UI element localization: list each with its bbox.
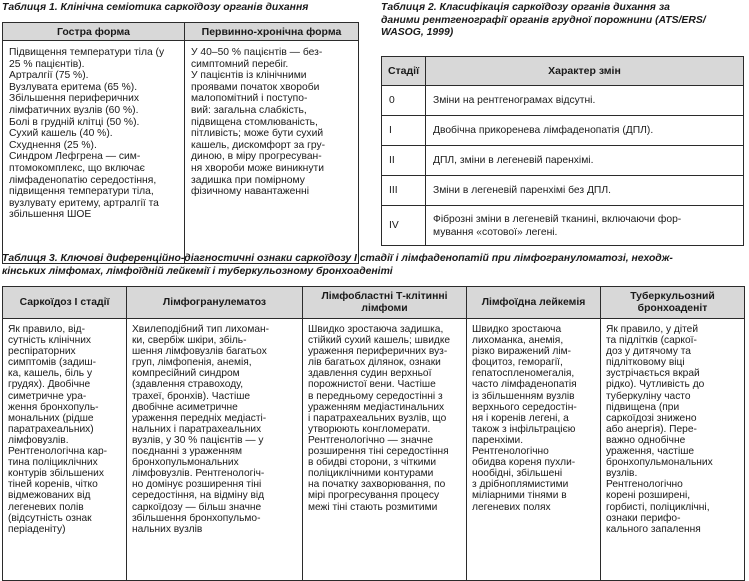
table2-changes-line: Зміни в легеневій паренхімі без ДПЛ.: [433, 185, 611, 196]
table3-cell-line: здавлення судин верхньої: [308, 368, 432, 380]
table3-header-line: Саркоїдоз I стадії: [19, 296, 110, 308]
table3-cell-line: підвищена (при: [606, 401, 680, 413]
table3-header-line: Лімфобластні Т-клітинні: [321, 291, 448, 302]
table3-cell-line: Рентгенологічно: [606, 479, 683, 491]
table3-cell-line: важно однобічне: [606, 434, 686, 446]
table3-cell-line: розширення тіні середостіння: [308, 446, 449, 458]
table1-acute-cell-line: підвищення температури тіла,: [9, 186, 154, 198]
table3-cell-line: легеневих полів: [8, 501, 84, 513]
table2-caption-line: WASOG, 1999): [381, 27, 454, 38]
table3-cell-line: в обидві сторони, з чіткими: [308, 457, 437, 469]
table3-cell-line: періаденіту): [8, 523, 66, 535]
table3-cell-line: підлітковому віці: [606, 357, 685, 369]
table3-header-lymphoma: [303, 287, 467, 319]
table1-chronic-cell-line: задишка при помірному: [191, 174, 305, 186]
table1-chronic-cell: [185, 41, 359, 264]
table2-caption-line: даними рентгенографії органів грудної порожнини (ATS/ERS/: [381, 14, 706, 26]
table3-cell-line: (відсутність ознак: [8, 512, 92, 524]
table2-row: [382, 146, 744, 176]
table3-cell-line: кального запалення: [606, 523, 701, 535]
table2-changes-line: Двобічна прикоренева лімфаденопатія (ДПЛ).: [433, 125, 654, 136]
table3-cell-line: Як правило, від-: [8, 324, 85, 335]
table3-cell-line: гепатоспленомегалія,: [472, 368, 575, 380]
table3-cell-line: середостіння, на відміну від: [132, 490, 265, 502]
table3-cell-line: симптомів (задиш-: [8, 357, 96, 369]
table1-acute-cell-line: Збільшення периферичних: [9, 93, 139, 105]
table3-header-lymphogranulomatosis: [127, 287, 303, 319]
table3-cell-line: нальних вузлів: [132, 523, 203, 535]
table3-cell-line: відмежованих від: [8, 490, 91, 502]
table3-cell-line: ураження передніх медіасті-: [132, 412, 267, 424]
table3-cell-line: паратрахеальних): [8, 423, 94, 435]
table3-cell-line: міліарними тінями в: [472, 490, 567, 502]
table3-cell-line: на початку захворювання, по: [308, 479, 446, 491]
table3-cell-line: мональних (рідше: [8, 412, 94, 424]
table1-header-acute: Гостра форма: [3, 23, 185, 41]
table3-cell-line: Швидко зростаюча: [472, 324, 562, 335]
table1-acute-cell-line: Вузлувата еритема (65 %).: [9, 81, 138, 93]
table3-header-line: Лімфогранулематоз: [162, 296, 267, 308]
table3-cell-line: або анергія). Пере-: [606, 423, 697, 435]
table2-row: [382, 176, 744, 206]
table1-acute-cell-line: 25 % пацієнтів).: [9, 58, 85, 70]
table3-cell-line: лів багатьох ділянок, ознаки: [308, 357, 441, 369]
table3-cell-line: груп, лімфопенія, анемія,: [132, 357, 252, 369]
table3-cell-line: горбисті, поліциклічні,: [606, 501, 710, 513]
table3-caption-line: кінських лімфомах, лімфоїдній лейкемії і туберкульозному бронхоаденіті: [2, 265, 393, 277]
table3-cell-line: тина поліциклічних: [8, 457, 98, 469]
table2-row: [382, 206, 744, 246]
table3-cell-line: нальних і паратрахеальних: [132, 423, 262, 435]
table1-acute-cell-line: Артралгії (75 %).: [9, 70, 89, 82]
table3-cell-line: також з інфільтрацією: [472, 423, 576, 435]
table3-cell-line: ознаки перифо-: [606, 512, 681, 524]
table2-caption-line: Таблиця 2. Класифікація саркоїдозу органів дихання за: [381, 2, 670, 13]
table2-stage-cell: I: [382, 116, 426, 146]
table3-cell-line: симетричне ура-: [8, 390, 87, 402]
table3-cell-line: з дрібноплямистими: [472, 479, 569, 491]
table3-cell-line: межі тіні стають розмитими: [308, 501, 438, 513]
table3-cell-line: двобічне асиметричне: [132, 401, 238, 413]
table3-cell-line: (здавлення стравоходу,: [132, 379, 244, 391]
table3-cell-line: паренхіми.: [472, 434, 524, 446]
table3-cell-line: зустрічається вкрай: [606, 368, 700, 380]
table1-chronic-cell-line: підвищена стомлюваність,: [191, 116, 318, 128]
table3-cell-line: шення лімфовузлів багатьох: [132, 346, 267, 358]
table2-changes-line: Фіброзні зміни в легеневій тканині, включаючи фор-: [433, 213, 682, 225]
table3-header-sarcoidosis: [3, 287, 127, 319]
table2-stage-cell: IV: [382, 206, 426, 246]
table1-acute-cell: [3, 41, 185, 264]
table3-cell-line: Рентгенологічно: [472, 446, 549, 458]
table2-header-changes: Характер змін: [426, 57, 744, 86]
table3-cell-line: саркоїдозу — більш значне: [132, 501, 262, 513]
table1-chronic-cell-line: У 40–50 % пацієнтів — без-: [191, 47, 323, 58]
table3-cell-line: обидва кореня пухли-: [472, 457, 576, 469]
table3-cell-line: утворюють конгломерати.: [308, 423, 431, 435]
table2-changes-line: ДПЛ, зміни в легеневій паренхімі.: [433, 155, 594, 166]
table3-header-line: Лімфоїдна лейкемія: [481, 296, 586, 308]
table3-cell-line: респіраторних: [8, 346, 76, 358]
table1-acute-cell-line: збільшення ШОЕ: [9, 209, 92, 221]
table1-chronic-cell-line: пітливість; може бути сухий: [191, 128, 324, 140]
table3-cell-line: трахеї, бронхів). Частіше: [132, 390, 251, 402]
table1-caption: Таблиця 1. Клінічна семіотика саркоїдозу органів дихання: [2, 2, 309, 13]
table2-changes-cell: [426, 146, 744, 176]
table3-cell-line: мірі прогресування процесу: [308, 490, 440, 502]
table1: [2, 22, 359, 264]
table1-chronic-cell-line: фізичному навантаженні: [191, 186, 309, 198]
table3-cell-line: нообідні, збільшені: [472, 468, 563, 480]
table2-stage-cell: III: [382, 176, 426, 206]
table3-cell-line: Хвилеподібний тип лихоман-: [132, 324, 270, 335]
table3-cell-line: ка, кашель, біль у: [8, 368, 93, 380]
table3-caption-line: Таблиця 3. Ключові диференційно-діагностичні ознаки саркоїдозу І стадії і лімфаденопатій при лімфогрануломатозі, неходж-: [2, 253, 673, 264]
table1-chronic-cell-line: диною, в міру прогресуван-: [191, 151, 322, 163]
table1-acute-cell-line: Підвищення температури тіла (у: [9, 47, 165, 58]
table3-cell-line: поліциклічними контурами: [308, 468, 434, 480]
table2-header-stage: Стадії: [382, 57, 426, 86]
table3-cell-line: ження бронхопуль-: [8, 401, 99, 413]
table3-cell-line: туберкуліну часто: [606, 390, 691, 402]
table2-changes-cell: [426, 176, 744, 206]
table1-acute-cell-line: лімфаденопатію середостіння,: [9, 174, 157, 186]
table3-cell-line: ки, свербіж шкіри, збіль-: [132, 335, 247, 347]
table1-chronic-cell-line: малопомітний і поступо-: [191, 93, 308, 105]
table3-cell-line: бронхопульмональних: [606, 457, 713, 469]
table3-cell-line: і паратрахеальних вузлів, що: [308, 412, 447, 424]
table3-cell-line: поєднанні з ураженням: [132, 446, 243, 458]
table3-cell-tb-bronchoadenitis: [601, 319, 745, 581]
table3-cell-line: верхнього середостін-: [472, 401, 577, 413]
table2-row: [382, 116, 744, 146]
table3-cell-line: корені розширені,: [606, 490, 691, 502]
table1-acute-cell-line: Сухий кашель (40 %).: [9, 128, 113, 140]
table3-cell-lymphogranulomatosis: [127, 319, 303, 581]
table3-header-line: лімфоми: [361, 302, 408, 314]
table3-cell-line: вузлів.: [606, 468, 638, 480]
table3-cell-line: різко виражений лім-: [472, 346, 572, 358]
table3-cell-line: збільшення бронхопульмо-: [132, 512, 261, 524]
table3-header-tb-bronchoadenitis: [601, 287, 745, 319]
table1-chronic-cell-line: вий: загальна слабкість,: [191, 104, 307, 116]
table2-changes-line: Зміни на рентгенограмах відсутні.: [433, 95, 596, 106]
table2-stage-cell: II: [382, 146, 426, 176]
table3-cell-line: ураження периферичних вуз-: [308, 346, 448, 358]
table3-cell-line: часто лімфаденопатія: [472, 379, 577, 391]
table3-cell-line: Рентгенологічна кар-: [8, 446, 108, 458]
table3-cell-line: ня і коренів легені, а: [472, 412, 569, 424]
table3-header-leukemia: [467, 287, 601, 319]
table2-changes-cell: [426, 116, 744, 146]
table1-chronic-cell-line: проявами початок хвороби: [191, 81, 320, 93]
table3-cell-line: доз у дитячому та: [606, 346, 691, 358]
table1-chronic-cell-line: кашель, дискомфорт за гру-: [191, 139, 326, 151]
table3-cell-line: фоцитоз, геморагії,: [472, 357, 563, 369]
table3-cell-line: лихоманка, анемія,: [472, 335, 564, 347]
table3-cell-line: но домінує розширення тіні: [132, 479, 262, 491]
table3-cell-line: Як правило, у дітей: [606, 324, 699, 335]
table2-changes-cell: [426, 206, 744, 246]
table1-acute-cell-line: птомокомплекс, що включає: [9, 162, 145, 174]
table3-cell-line: Швидко зростаюча задишка,: [308, 324, 444, 335]
table3-cell-line: вузлів, у 30 % пацієнтів — у: [132, 434, 264, 446]
table3-cell-line: рідко). Чутливість до: [606, 379, 705, 391]
table2-changes-cell: [426, 86, 744, 116]
table1-header-chronic: Первинно-хронічна форма: [185, 23, 359, 41]
table1-acute-cell-line: вузлувату еритему, артралгії та: [9, 197, 159, 209]
table1-chronic-cell-line: У пацієнтів із клінічними: [191, 70, 307, 82]
table3-cell-line: ураженням медіастинальних: [308, 401, 445, 413]
table3-cell-line: компресійний синдром: [132, 368, 240, 380]
table3-cell-line: Рентгенологічно — значне: [308, 434, 434, 446]
table3-header-line: бронхоаденіт: [637, 302, 708, 314]
table3-cell-line: легеневих полях: [472, 501, 551, 513]
table1-acute-cell-line: лімфатичних вузлів (60 %).: [9, 104, 139, 116]
table3-cell-line: в передньому середостінні з: [308, 390, 443, 402]
table1-acute-cell-line: Синдром Лефгрена — сим-: [9, 151, 141, 163]
table3-cell-line: грудях). Двобічне: [8, 379, 91, 391]
table3-cell-line: ураження, частіше: [606, 446, 695, 458]
table1-chronic-cell-line: ня хвороби може виникнути: [191, 162, 324, 174]
table1-acute-cell-line: Болі в грудній клітці (50 %).: [9, 116, 140, 128]
table3-cell-line: порожнистої вени. Частіше: [308, 379, 436, 391]
table2-row: [382, 86, 744, 116]
table3-cell-line: лімфовузлів.: [8, 434, 69, 446]
table3-cell-lymphoma: [303, 319, 467, 581]
table3: [2, 286, 745, 581]
table3-caption: [2, 253, 673, 278]
table2-caption: [381, 2, 706, 40]
table2-changes-line: мування «сотової» легені.: [433, 226, 558, 238]
table3-cell-sarcoidosis: [3, 319, 127, 581]
table3-cell-line: тіней коренів, чітко: [8, 479, 98, 491]
table1-acute-cell-line: Схуднення (25 %).: [9, 139, 97, 151]
table3-cell-line: сутність клінічних: [8, 335, 92, 347]
table3-cell-line: із збільшенням вузлів: [472, 390, 575, 402]
table3-cell-line: та підлітків (саркої-: [606, 335, 697, 347]
table3-cell-line: контурів збільшених: [8, 468, 104, 480]
table3-cell-line: лімфовузлів. Рентгенологіч-: [132, 468, 265, 480]
table3-cell-line: бронхопульмональних: [132, 457, 239, 469]
table3-header-line: Туберкульозний: [630, 291, 715, 302]
table2: [381, 56, 744, 246]
table3-cell-line: саркоїдозі знижено: [606, 412, 697, 424]
table3-cell-line: стійкий сухий кашель; швидке: [308, 335, 451, 347]
table3-cell-leukemia: [467, 319, 601, 581]
table1-chronic-cell-line: симптомний перебіг.: [191, 58, 289, 70]
table2-stage-cell: 0: [382, 86, 426, 116]
